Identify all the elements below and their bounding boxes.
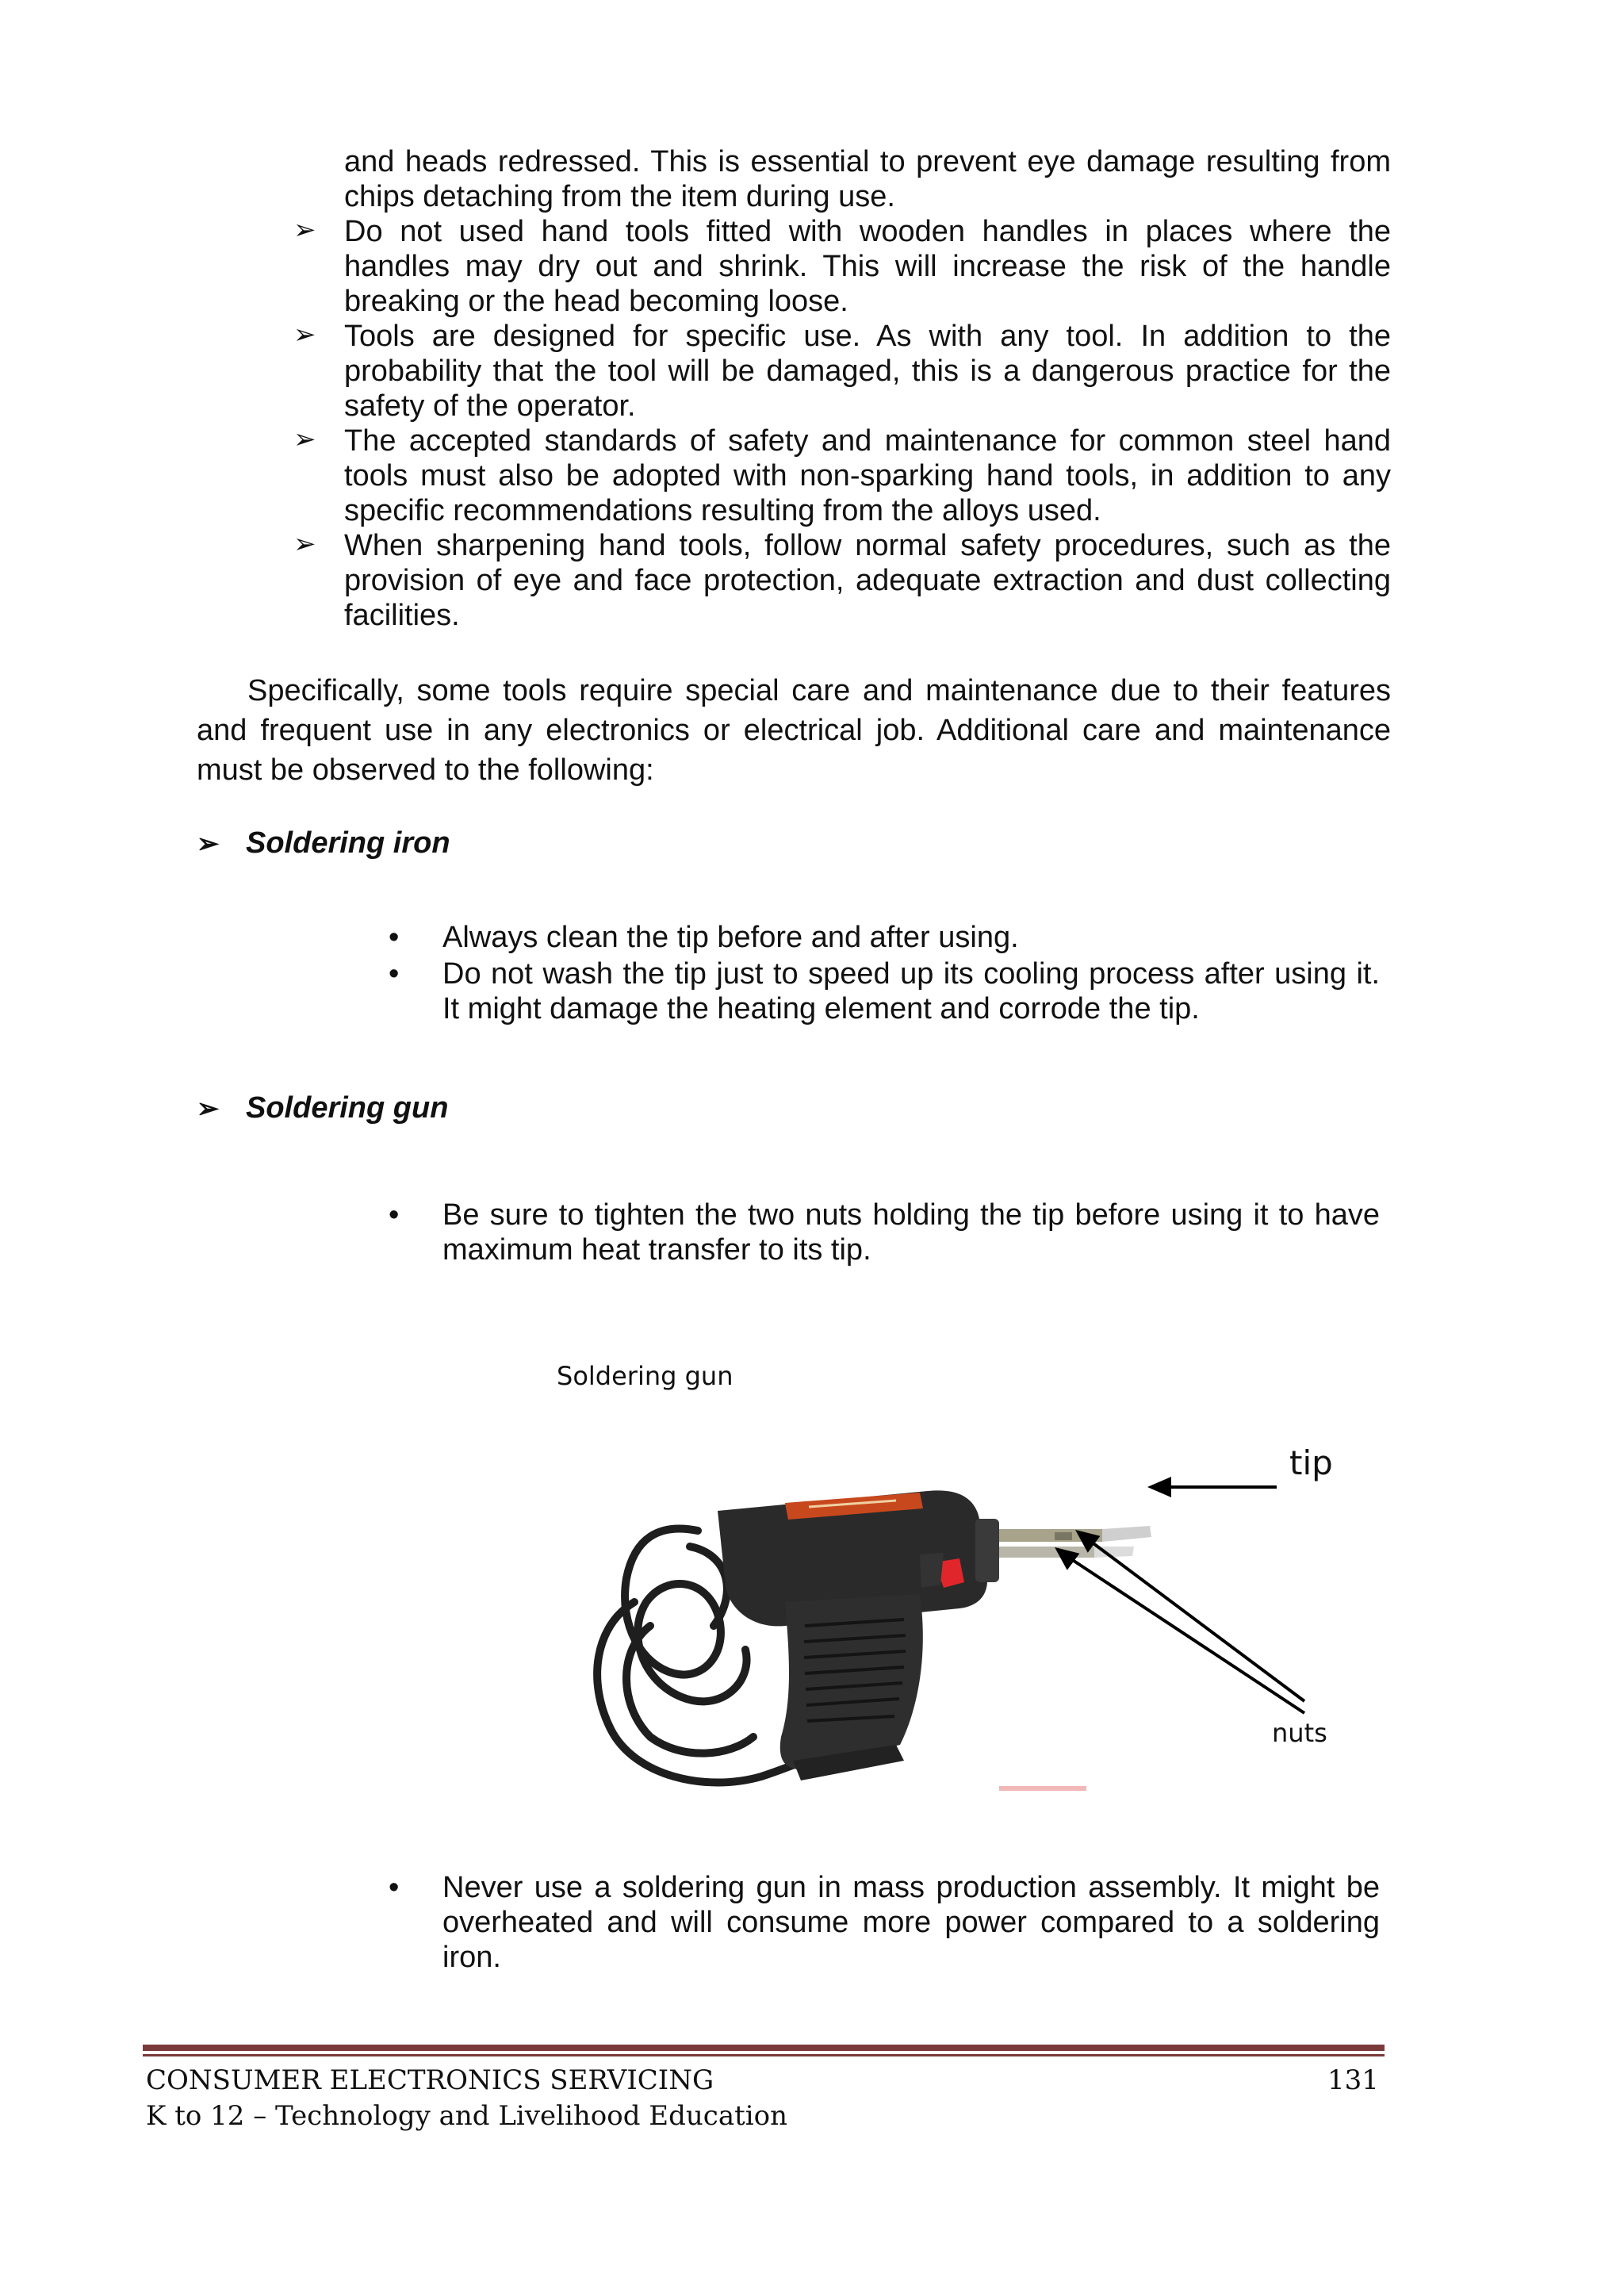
arrow-bullet-icon: ➢ <box>197 1094 220 1124</box>
page-number: 131 <box>1327 2064 1379 2096</box>
bullet-icon: • <box>389 921 400 954</box>
bullet-icon: • <box>389 1198 400 1232</box>
bullet-icon: • <box>389 957 400 991</box>
arrow-bullet-icon: ➢ <box>293 215 316 245</box>
tip-label: tip <box>1289 1443 1333 1482</box>
safety-item: ➢ The accepted standards of safety and maintenance for common steel hand tools must also be adopted with non-sparking hand tools, in addition to any specific recommendations resulting from the alloys used. <box>293 424 1391 527</box>
arrow-bullet-icon: ➢ <box>293 424 316 454</box>
arrow-bullet-icon: ➢ <box>197 829 220 859</box>
continued-paragraph: and heads redressed. This is essential to prevent eye damage resulting from chips detaching from the item during use. <box>344 145 1391 213</box>
annotation-arrows <box>1058 1479 1304 1713</box>
footer-rule-thin <box>143 2054 1385 2056</box>
footer-rule <box>143 2045 1385 2051</box>
figure-caption: Soldering gun <box>557 1361 733 1391</box>
safety-item: ➢ Tools are designed for specific use. As with any tool. In addition to the probability that the tool will be damaged, this is a dangerous practice for the safety of the operator. <box>293 320 1391 423</box>
soldering-gun-figure <box>547 1443 1388 1808</box>
arrow-bullet-icon: ➢ <box>293 320 316 350</box>
intro-paragraph: Specifically, some tools require special care and maintenance due to their features and frequent use in any electronics or electrical job. Additional care and maintenance must be observed to the following: <box>197 674 1391 787</box>
nuts-label: nuts <box>1272 1718 1327 1748</box>
list-item: • Do not wash the tip just to speed up its cooling process after using it. It might damage the heating element and corrode the tip. <box>389 957 1380 1025</box>
arrow-bullet-icon: ➢ <box>293 529 316 559</box>
safety-item: ➢ When sharpening hand tools, follow normal safety procedures, such as the provision of eye and face protection, adequate extraction and dust collecting facilities. <box>293 529 1391 632</box>
bullet-icon: • <box>389 1871 400 1904</box>
footer-course-title: CONSUMER ELECTRONICS SERVICING <box>146 2064 714 2096</box>
list-item: • Be sure to tighten the two nuts holding the tip before using it to have maximum heat transfer to its tip. <box>389 1198 1380 1267</box>
footer-program-title: K to 12 – Technology and Livelihood Education <box>146 2100 787 2132</box>
list-item: • Always clean the tip before and after using. <box>389 921 1019 954</box>
safety-item: ➢ Do not used hand tools fitted with wooden handles in places where the handles may dry out and shrink. This will increase the risk of the handle breaking or the head becoming loose. <box>293 215 1391 318</box>
section-heading-soldering-gun: ➢ Soldering gun <box>197 1091 449 1125</box>
section-heading-soldering-iron: ➢ Soldering iron <box>197 826 450 860</box>
list-item: • Never use a soldering gun in mass production assembly. It might be overheated and will consume more power compared to a soldering iron. <box>389 1871 1380 1974</box>
